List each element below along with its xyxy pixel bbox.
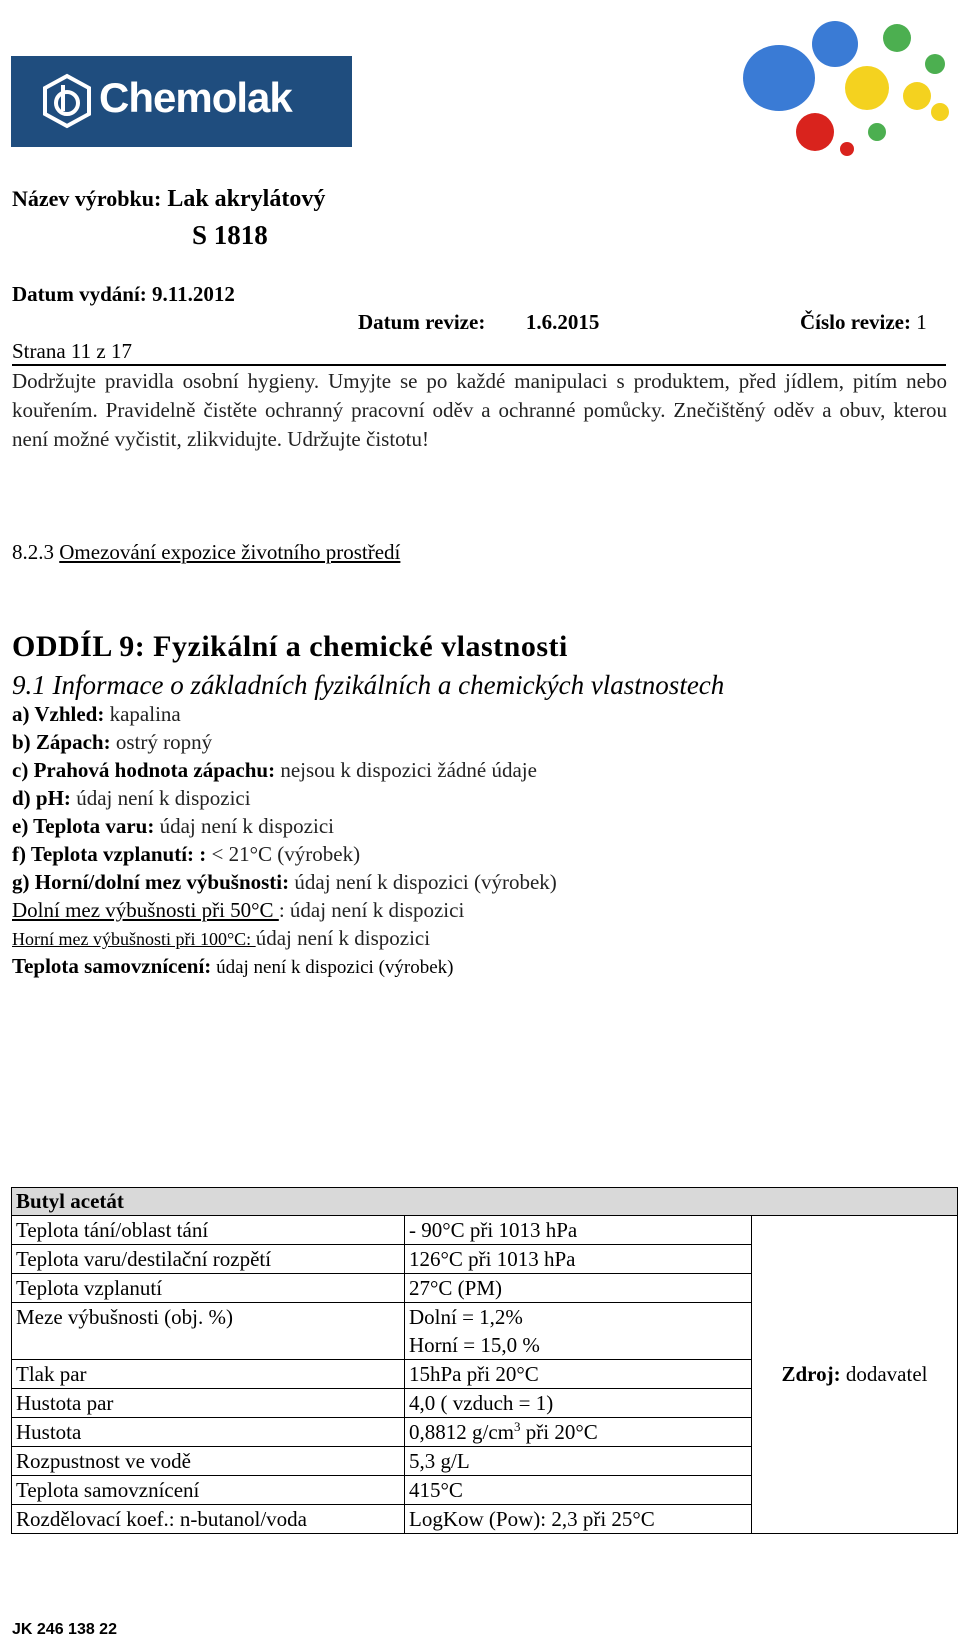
property-label: d) pH: — [12, 786, 71, 810]
autoignition-label: Teplota samovznícení: — [12, 954, 212, 978]
property-label: f) Teplota vzplanutí: : — [12, 842, 207, 866]
page-number: Strana 11 z 17 — [12, 339, 132, 363]
upper-limit-value: údaj není k dispozici — [255, 926, 431, 950]
property-odour — [12, 730, 212, 755]
property-appearance — [12, 702, 181, 727]
table-row — [12, 1216, 958, 1245]
property-flash-point — [12, 842, 360, 867]
autoignition-temperature — [12, 954, 454, 979]
lower-limit-label: Dolní mez výbušnosti při 50°C — [12, 898, 279, 922]
logo-text: Chemolak — [99, 74, 292, 121]
subsection-number: 8.2.3 — [12, 540, 54, 564]
revision-date-label: Datum revize: — [358, 310, 486, 334]
property-value: údaj není k dispozici — [70, 786, 251, 810]
revision-number — [800, 310, 927, 335]
hygiene-paragraph: Dodržujte pravidla osobní hygieny. Umyjte se po každé manipulaci s produktem, před jídlem, pitím nebo kouřením. Pravidelně čistěte ochranný pracovní oděv a ochranné pomůcky. Znečištěný oděv a obuv, kterou není možné vyčistit, zlikvidujte. Udržujte čistotu! — [12, 369, 947, 451]
property-label: e) Teplota varu: — [12, 814, 155, 838]
density-exponent: 3 — [514, 1419, 521, 1434]
lower-limit-value: : údaj není k dispozici — [278, 898, 465, 922]
revision-number-label: Číslo revize: — [800, 310, 911, 334]
property-value: < 21°C (výrobek) — [206, 842, 361, 866]
table-cell-name — [12, 1331, 405, 1360]
section-9-1-title: 9.1 Informace o základních fyzikálních a chemických vlastnostech — [12, 670, 725, 700]
source-value: dodavatel — [840, 1362, 928, 1386]
property-ph — [12, 786, 251, 811]
property-value: ostrý ropný — [110, 730, 213, 754]
colored-dots-graphic — [735, 8, 957, 158]
property-value: údaj není k dispozici — [154, 814, 334, 838]
upper-explosive-limit — [12, 926, 430, 951]
issue-date: Datum vydání: 9.11.2012 — [12, 282, 235, 306]
product-line — [12, 186, 325, 213]
table-cell-name: Teplota varu/destilační rozpětí — [12, 1245, 405, 1274]
table-cell-value: - 90°C při 1013 hPa — [405, 1216, 752, 1245]
product-name: Lak akrylátový — [167, 186, 326, 212]
butyl-acetate-table — [11, 1187, 958, 1534]
table-cell-name: Teplota tání/oblast tání — [12, 1216, 405, 1245]
table-cell-name: Hustota par — [12, 1389, 405, 1418]
header-divider — [12, 364, 946, 366]
revision-date — [358, 310, 599, 335]
document-code: JK 246 138 22 — [12, 1621, 117, 1638]
property-label: b) Zápach: — [12, 730, 111, 754]
subsection-8-2-3 — [12, 540, 400, 565]
revision-number-value: 1 — [916, 310, 927, 334]
table-cell-value: Dolní = 1,2% — [405, 1303, 752, 1332]
property-label: a) Vzhled: — [12, 702, 105, 726]
property-boiling-point — [12, 814, 334, 839]
subsection-title: Omezování expozice životního prostředí — [59, 540, 401, 564]
table-header-row — [12, 1188, 958, 1216]
property-label: c) Prahová hodnota zápachu: — [12, 758, 276, 782]
table-cell-name: Meze výbušnosti (obj. %) — [12, 1303, 405, 1332]
density-value: 0,8812 g/cm — [409, 1420, 514, 1444]
section-9-title: ODDÍL 9: Fyzikální a chemické vlastnosti — [12, 630, 568, 663]
table-cell-name: Teplota vzplanutí — [12, 1274, 405, 1303]
table-cell-name: Teplota samovznícení — [12, 1476, 405, 1505]
property-value: nejsou k dispozici žádné údaje — [275, 758, 537, 782]
lower-explosive-limit — [12, 898, 464, 923]
property-odour-threshold — [12, 758, 537, 783]
table-cell-value: 415°C — [405, 1476, 752, 1505]
property-value: kapalina — [104, 702, 181, 726]
table-cell-value: Horní = 15,0 % — [405, 1331, 752, 1360]
table-cell-name: Rozdělovací koef.: n-butanol/voda — [12, 1505, 405, 1534]
chemolak-hexagon-icon — [39, 73, 95, 129]
table-cell-value — [405, 1418, 752, 1447]
upper-limit-label: Horní mez výbušnosti při 100°C: — [12, 929, 256, 949]
chemolak-logo — [11, 56, 352, 147]
table-cell-name: Tlak par — [12, 1360, 405, 1389]
revision-date-value: 1.6.2015 — [525, 310, 600, 334]
property-value: údaj není k dispozici (výrobek) — [289, 870, 557, 894]
source-cell — [752, 1216, 958, 1534]
product-label: Název výrobku: — [12, 186, 162, 211]
table-title: Butyl acetát — [12, 1188, 958, 1216]
table-cell-value: 126°C při 1013 hPa — [405, 1245, 752, 1274]
source-label: Zdroj: — [781, 1362, 841, 1386]
table-cell-value: 5,3 g/L — [405, 1447, 752, 1476]
property-label: g) Horní/dolní mez výbušnosti: — [12, 870, 290, 894]
table-cell-value: 27°C (PM) — [405, 1274, 752, 1303]
table-cell-value: 4,0 ( vzduch = 1) — [405, 1389, 752, 1418]
table-cell-name: Rozpustnost ve vodě — [12, 1447, 405, 1476]
autoignition-value: údaj není k dispozici (výrobek) — [211, 957, 454, 978]
density-condition: při 20°C — [520, 1420, 598, 1444]
property-explosive-limits — [12, 870, 557, 895]
product-code: S 1818 — [192, 220, 268, 250]
table-cell-value: LogKow (Pow): 2,3 při 25°C — [405, 1505, 752, 1534]
table-cell-value: 15hPa při 20°C — [405, 1360, 752, 1389]
table-cell-name: Hustota — [12, 1418, 405, 1447]
